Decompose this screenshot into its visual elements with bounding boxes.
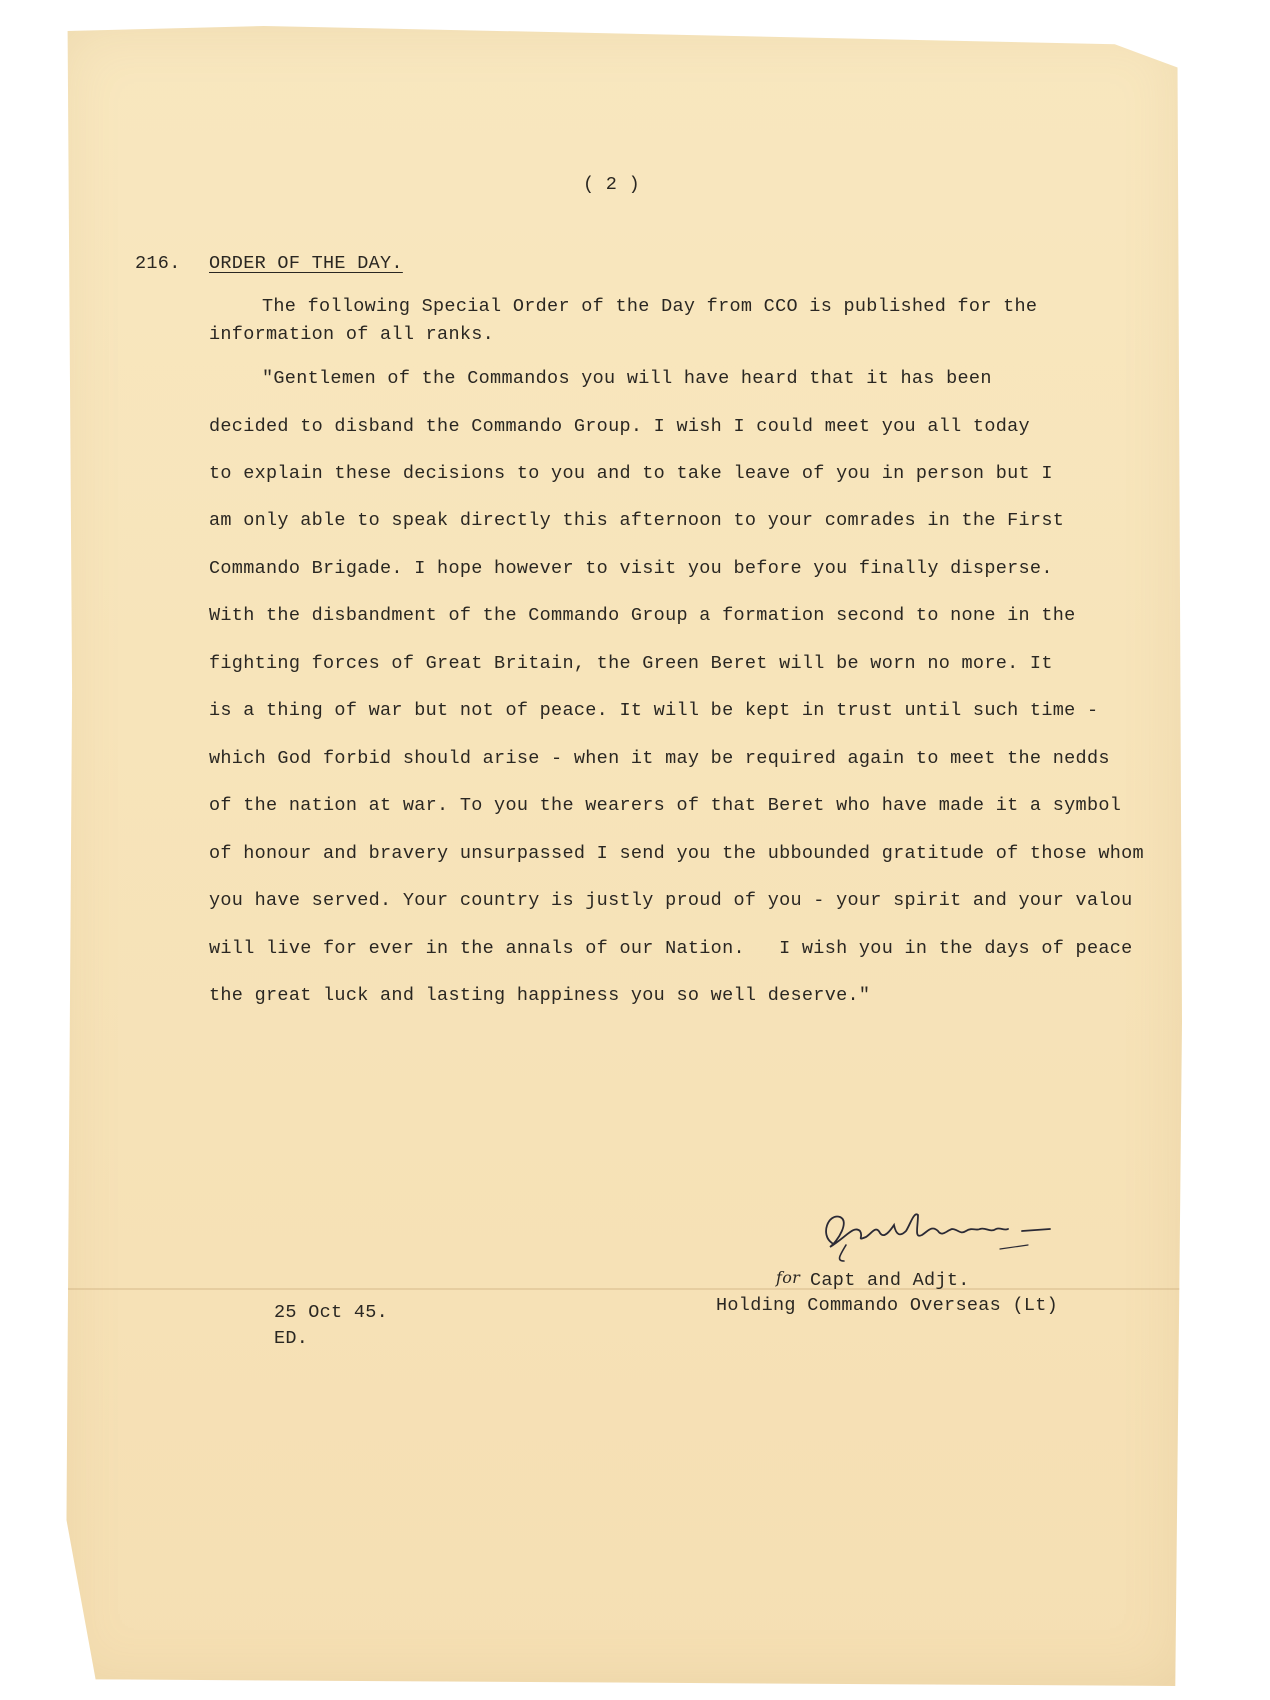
paper-fold-crease	[62, 1288, 1182, 1290]
body-line-2: decided to disband the Commando Group. I wish I could meet you all today	[209, 416, 1030, 437]
body-line-8: is a thing of war but not of peace. It will be kept in trust until such time -	[209, 700, 1099, 721]
body-line-12: you have served. Your country is justly proud of you - your spirit and your valou	[209, 890, 1133, 911]
document-date: 25 Oct 45.	[274, 1302, 389, 1323]
body-line-3: to explain these decisions to you and to take leave of you in person but I	[209, 463, 1053, 484]
body-line-13: will live for ever in the annals of our Nation. I wish you in the days of peace	[209, 938, 1133, 959]
signatory-unit: Holding Commando Overseas (Lt)	[716, 1295, 1059, 1316]
document-initials: ED.	[274, 1328, 309, 1349]
body-line-4: am only able to speak directly this afternoon to your comrades in the First	[209, 510, 1065, 531]
body-line-10: of the nation at war. To you the wearers of that Beret who have made it a symbol	[209, 795, 1122, 816]
signatory-title: Capt and Adjt.	[810, 1270, 970, 1291]
intro-line-1: The following Special Order of the Day from CCO is published for the	[262, 296, 1038, 317]
body-line-14: the great luck and lasting happiness you so well deserve."	[209, 985, 871, 1006]
handwritten-signature	[810, 1195, 1090, 1270]
section-number: 216.	[135, 253, 181, 274]
body-line-9: which God forbid should arise - when it may be required again to meet the nedds	[209, 748, 1110, 769]
body-line-5: Commando Brigade. I hope however to visit you before you finally disperse.	[209, 558, 1053, 579]
section-title: ORDER OF THE DAY.	[209, 253, 403, 274]
page-number: ( 2 )	[583, 174, 641, 195]
body-line-6: With the disbandment of the Commando Group a formation second to none in the	[209, 605, 1076, 626]
signature-prefix: for	[776, 1268, 801, 1287]
body-line-11: of honour and bravery unsurpassed I send you the ubbounded gratitude of those whom	[209, 843, 1144, 864]
body-line-1: "Gentlemen of the Commandos you will have heard that it has been	[262, 368, 992, 389]
body-line-7: fighting forces of Great Britain, the Green Beret will be worn no more. It	[209, 653, 1053, 674]
intro-line-2: information of all ranks.	[209, 324, 495, 345]
